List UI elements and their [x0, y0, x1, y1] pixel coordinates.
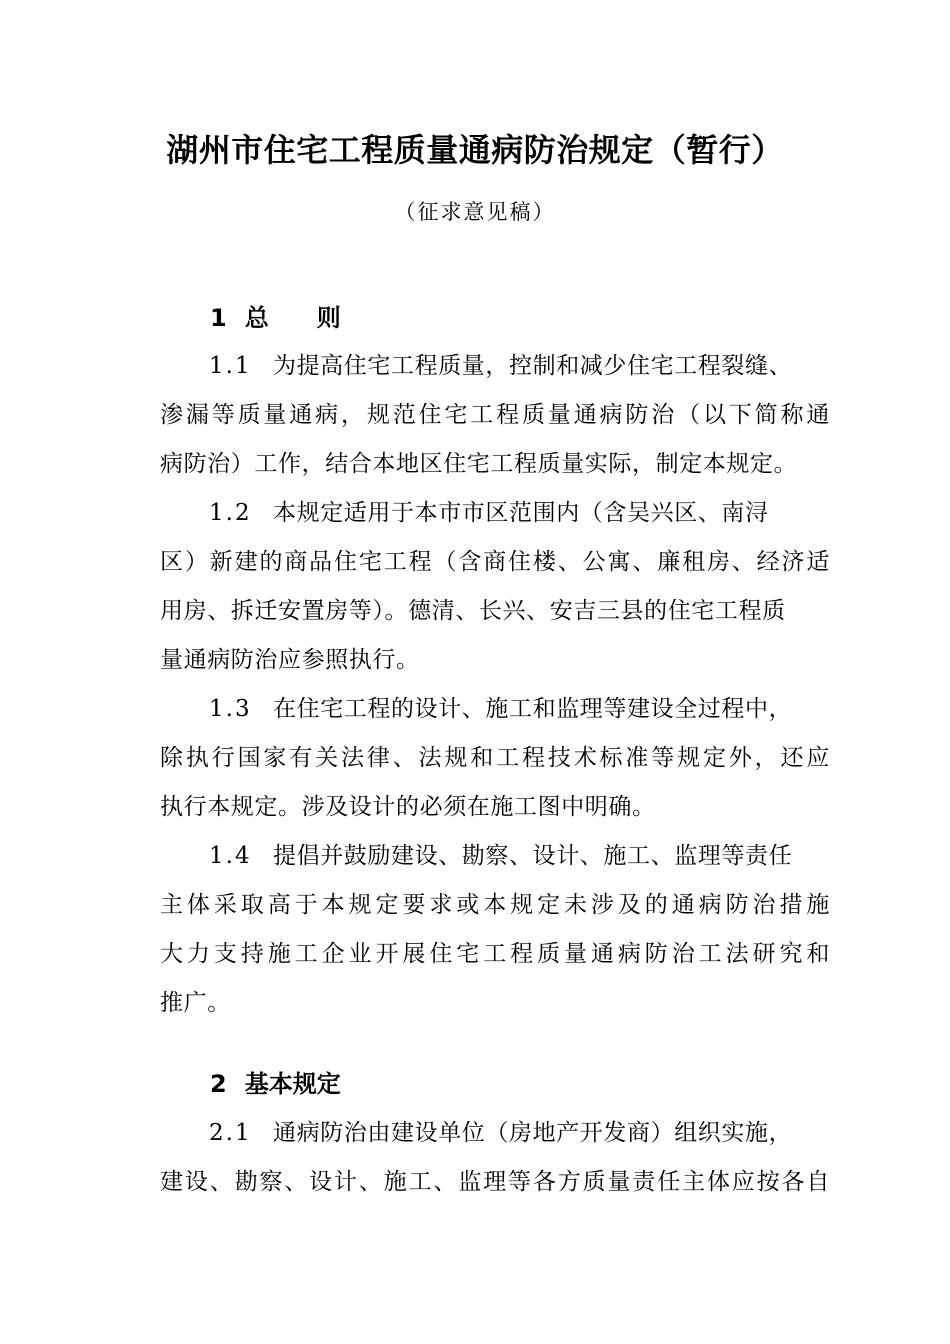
paragraph-line: 量通病防治应参照执行。 — [160, 647, 420, 673]
paragraph-text: 为提高住宅工程质量，控制和减少住宅工程裂缝、 — [273, 353, 793, 379]
section-2-1-line — [209, 1116, 830, 1150]
paragraph-line: 执行本规定。涉及设计的必须在施工图中明确。 — [160, 794, 656, 820]
paragraph-line: 建设、勘察、设计、施工、监理等各方质量责任主体应按各自 — [160, 1169, 830, 1195]
paragraph-text: 通病防治由建设单位（房地产开发商）组织实施， — [273, 1120, 793, 1146]
chapter-title-part: 总 — [244, 304, 269, 332]
section-number: 2.1 — [209, 1120, 252, 1146]
section-number: 1.4 — [209, 843, 252, 869]
paragraph-line: 区）新建的商品住宅工程（含商住楼、公寓、廉租房、经济适 — [160, 549, 830, 575]
chapter-number: 1 — [210, 304, 227, 332]
paragraph-line: 主体采取高于本规定要求或本规定未涉及的通病防治措施 — [160, 892, 830, 918]
section-number: 1.2 — [209, 500, 252, 526]
paragraph-line: 除执行国家有关法律、法规和工程技术标准等规定外，还应 — [160, 745, 830, 771]
chapter-number: 2 — [210, 1070, 227, 1098]
chapter-2-heading — [210, 1066, 341, 1102]
section-1-2-line — [209, 496, 830, 530]
paragraph-text: 提倡并鼓励建设、勘察、设计、施工、监理等责任 — [273, 843, 793, 869]
document-title: 湖州市住宅工程质量通病防治规定（暂行） — [166, 131, 784, 169]
section-number: 1.3 — [209, 696, 252, 722]
paragraph-line: 渗漏等质量通病，规范住宅工程质量通病防治（以下简称通 — [160, 402, 830, 428]
paragraph-text: 本规定适用于本市市区范围内（含吴兴区、南浔 — [273, 500, 769, 526]
section-1-3-line — [209, 692, 830, 726]
paragraph-line: 病防治）工作，结合本地区住宅工程质量实际，制定本规定。 — [160, 451, 798, 477]
chapter-title: 基本规定 — [244, 1070, 341, 1098]
section-1-1-line — [209, 349, 830, 383]
paragraph-line: 用房、拆迁安置房等）。德清、长兴、安吉三县的住宅工程质 — [160, 598, 786, 624]
section-1-4-line — [209, 839, 830, 873]
chapter-1-heading — [210, 300, 341, 336]
section-number: 1.1 — [209, 353, 252, 379]
paragraph-line: 推广。 — [160, 990, 231, 1016]
paragraph-line: 大力支持施工企业开展住宅工程质量通病防治工法研究和 — [160, 941, 830, 967]
paragraph-text: 在住宅工程的设计、施工和监理等建设全过程中， — [273, 696, 793, 722]
document-subtitle: （征求意见稿） — [394, 200, 556, 224]
chapter-title-part: 则 — [316, 304, 341, 332]
